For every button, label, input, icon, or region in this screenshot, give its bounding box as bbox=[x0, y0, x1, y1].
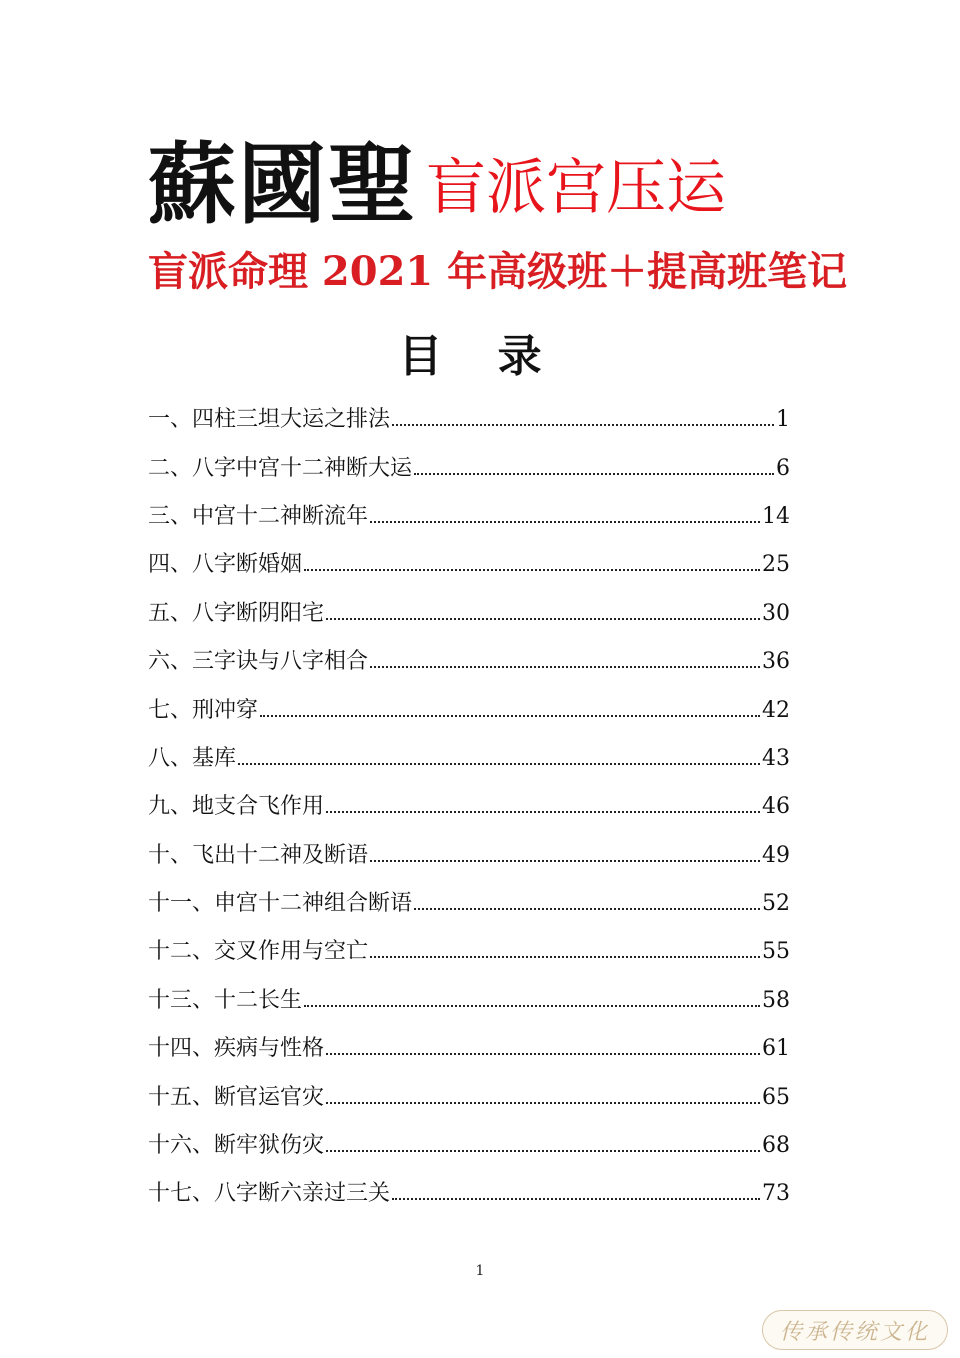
toc-entry-page: 49 bbox=[762, 842, 790, 868]
toc-entry-label: 七、刑冲穿 bbox=[148, 697, 259, 723]
toc-dot-leader bbox=[238, 763, 760, 765]
toc-entry-label: 一、四柱三坦大运之排法 bbox=[148, 407, 391, 433]
document-subtitle: 盲派命理 2021 年高级班＋提高班笔记 bbox=[148, 248, 848, 295]
toc-entry[interactable] bbox=[148, 638, 790, 686]
toc-entry-label: 十七、八字断六亲过三关 bbox=[148, 1181, 391, 1207]
toc-entry-label: 六、三字诀与八字相合 bbox=[148, 649, 369, 675]
toc-entry-label: 十四、疾病与性格 bbox=[148, 1036, 325, 1062]
toc-entry-label: 十三、十二长生 bbox=[148, 987, 303, 1013]
toc-dot-leader bbox=[304, 569, 760, 571]
toc-entry[interactable] bbox=[148, 832, 790, 880]
toc-entry-label: 八、基库 bbox=[148, 745, 237, 771]
toc-entry-page: 1 bbox=[776, 407, 790, 433]
toc-entry-page: 55 bbox=[762, 939, 790, 965]
toc-dot-leader bbox=[392, 424, 774, 426]
toc-dot-leader bbox=[260, 715, 760, 717]
toc-dot-leader bbox=[370, 956, 760, 958]
toc-dot-leader bbox=[304, 1005, 760, 1007]
toc-dot-leader bbox=[414, 473, 774, 475]
toc-dot-leader bbox=[326, 618, 760, 620]
toc-entry[interactable] bbox=[148, 590, 790, 638]
author-name: 蘇國聖 bbox=[148, 132, 419, 236]
table-of-contents bbox=[148, 396, 790, 1219]
toc-dot-leader bbox=[370, 666, 760, 668]
toc-entry[interactable] bbox=[148, 396, 790, 444]
toc-entry[interactable] bbox=[148, 1073, 790, 1121]
document-title bbox=[148, 118, 868, 236]
toc-entry-label: 十、飞出十二神及断语 bbox=[148, 842, 369, 868]
toc-entry[interactable] bbox=[148, 1025, 790, 1073]
toc-dot-leader bbox=[392, 1198, 760, 1200]
toc-entry-page: 58 bbox=[762, 987, 790, 1013]
toc-entry[interactable] bbox=[148, 541, 790, 589]
book-title: 盲派宫压运 bbox=[426, 153, 727, 223]
toc-dot-leader bbox=[414, 908, 760, 910]
toc-entry-page: 46 bbox=[762, 794, 790, 820]
toc-entry-label: 十五、断官运官灾 bbox=[148, 1084, 325, 1110]
toc-entry[interactable] bbox=[148, 1122, 790, 1170]
toc-entry-label: 十一、申宫十二神组合断语 bbox=[148, 891, 413, 917]
toc-dot-leader bbox=[326, 1150, 760, 1152]
toc-entry[interactable] bbox=[148, 783, 790, 831]
toc-entry[interactable] bbox=[148, 1170, 790, 1218]
toc-entry-page: 36 bbox=[762, 649, 790, 675]
toc-entry-label: 九、地支合飞作用 bbox=[148, 794, 325, 820]
toc-entry-label: 四、八字断婚姻 bbox=[148, 552, 303, 578]
page-number: 1 bbox=[475, 1263, 485, 1279]
toc-entry[interactable] bbox=[148, 928, 790, 976]
toc-entry-label: 三、中宫十二神断流年 bbox=[148, 503, 369, 529]
toc-heading: 目 录 bbox=[398, 331, 562, 382]
toc-entry[interactable] bbox=[148, 686, 790, 734]
toc-entry-page: 68 bbox=[762, 1133, 790, 1159]
toc-entry[interactable] bbox=[148, 493, 790, 541]
toc-dot-leader bbox=[326, 811, 760, 813]
toc-dot-leader bbox=[370, 860, 760, 862]
toc-entry-page: 14 bbox=[762, 503, 790, 529]
toc-dot-leader bbox=[370, 521, 760, 523]
toc-entry[interactable] bbox=[148, 977, 790, 1025]
toc-entry[interactable] bbox=[148, 735, 790, 783]
toc-entry-label: 五、八字断阴阳宅 bbox=[148, 600, 325, 626]
watermark-stamp bbox=[762, 1310, 948, 1350]
toc-entry-page: 61 bbox=[762, 1036, 790, 1062]
watermark-text: 传承传统文化 bbox=[779, 1319, 930, 1345]
toc-entry-label: 十二、交叉作用与空亡 bbox=[148, 939, 369, 965]
toc-entry-page: 43 bbox=[762, 745, 790, 771]
toc-dot-leader bbox=[326, 1053, 760, 1055]
toc-dot-leader bbox=[326, 1102, 760, 1104]
toc-entry-page: 42 bbox=[762, 697, 790, 723]
toc-entry-page: 73 bbox=[762, 1181, 790, 1207]
toc-entry-label: 十六、断牢狱伤灾 bbox=[148, 1133, 325, 1159]
toc-entry-page: 30 bbox=[762, 600, 790, 626]
toc-entry-page: 52 bbox=[762, 891, 790, 917]
toc-entry[interactable] bbox=[148, 444, 790, 492]
toc-entry[interactable] bbox=[148, 880, 790, 928]
toc-entry-page: 65 bbox=[762, 1084, 790, 1110]
toc-entry-page: 25 bbox=[762, 552, 790, 578]
toc-entry-label: 二、八字中宫十二神断大运 bbox=[148, 455, 413, 481]
toc-entry-page: 6 bbox=[776, 455, 790, 481]
